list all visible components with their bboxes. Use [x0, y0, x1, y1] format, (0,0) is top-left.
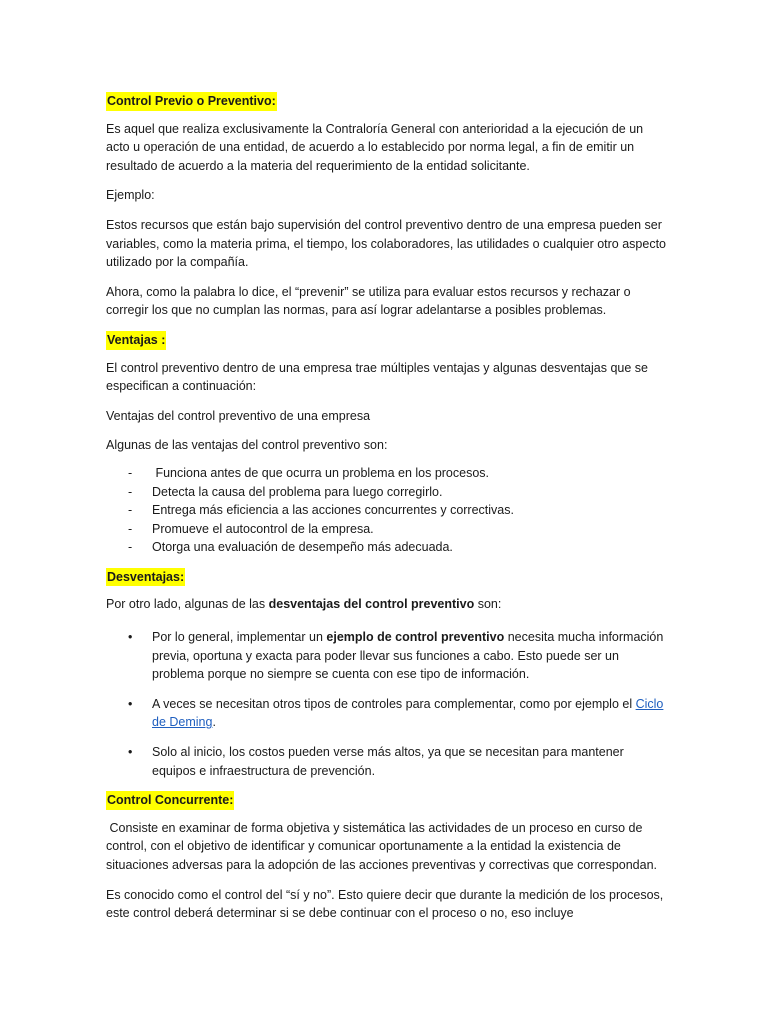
paragraph-prevenir: Ahora, como la palabra lo dice, el “prevenir” se utiliza para evaluar estos recursos y rechazar o corregir los que no cumplan las normas, para así lograr adelantarse a posibles problemas. — [106, 284, 631, 318]
list-item: - Promueve el autocontrol de la empresa. — [106, 520, 668, 539]
heading-control-previo: Control Previo o Preventivo: — [106, 92, 277, 111]
list-item: - Entrega más eficiencia a las acciones concurrentes y correctivas. — [106, 501, 668, 520]
dash-marker: - — [128, 540, 133, 555]
paragraph-recursos: Estos recursos que están bajo supervisión del control preventivo dentro de una empresa pueden ser variables, como la materia prima, el tiempo, los colaboradores, las utilidades o cualquier otro aspecto utilizado por la compañía. — [106, 217, 667, 270]
paragraph-definicion-previo: Es aquel que realiza exclusivamente la Contraloría General con anterioridad a la ejecución de un acto u operación de una entidad, de acuerdo a lo establecido por norma legal, a fin de emitir un resultado de acuerdo a la materia del requerimiento de la entidad solicitante. — [106, 121, 644, 173]
heading-ventajas: Ventajas : — [106, 331, 166, 350]
desventajas-list — [106, 628, 668, 780]
bullet-marker: • — [128, 745, 133, 760]
dash-marker: - — [128, 521, 133, 536]
list-item: - Otorga una evaluación de desempeño más adecuada. — [106, 538, 668, 557]
dash-marker: - — [128, 465, 133, 480]
list-item: • A veces se necesitan otros tipos de controles para complementar, como por ejemplo el Ciclo de Deming. — [128, 696, 664, 730]
ciclo-deming-link[interactable]: Ciclo de Deming — [152, 696, 664, 730]
heading-desventajas: Desventajas: — [106, 568, 185, 587]
dash-marker: - — [128, 484, 133, 499]
list-item: - Funciona antes de que ocurra un problema en los procesos. — [106, 464, 668, 483]
paragraph-concurrente-def: Consiste en examinar de forma objetiva y sistemática las actividades de un proceso en curso de control, con el objetivo de identificar y comunicar oportunamente a la entidad la existencia de situaciones adversas para la adopción de las acciones preventivas y correctivas que correspondan. — [106, 820, 658, 872]
list-item: • Solo al inicio, los costos pueden verse más altos, ya que se necesitan para mantener equipos e infraestructura de prevención. — [128, 745, 624, 778]
bullet-marker: • — [128, 630, 133, 645]
paragraph-desventajas-intro: Por otro lado, algunas de las desventajas del control preventivo son: — [106, 597, 502, 612]
list-item: - Detecta la causa del problema para luego corregirlo. — [106, 483, 668, 502]
paragraph-ventajas-subtitle: Ventajas del control preventivo de una empresa — [106, 408, 371, 423]
bullet-marker: • — [128, 696, 133, 711]
paragraph-ejemplo-label: Ejemplo: — [106, 188, 155, 203]
dash-marker: - — [128, 503, 133, 518]
list-item: • Por lo general, implementar un ejemplo de control preventivo necesita mucha información previa, oportuna y exacta para poder llevar sus funciones a cabo. Esto puede ser un problema porque no siempre se cuenta con ese tipo de información. — [128, 630, 664, 682]
paragraph-si-y-no: Es conocido como el control del “sí y no”. Esto quiere decir que durante la medición de los procesos, este control deberá determinar si se debe continuar con el proceso o no, eso incluye — [106, 887, 664, 921]
heading-control-concurrente: Control Concurrente: — [106, 791, 234, 810]
paragraph-ventajas-intro: El control preventivo dentro de una empresa trae múltiples ventajas y algunas desventajas que se especifican a continuación: — [106, 360, 648, 394]
ventajas-list — [106, 464, 668, 557]
paragraph-ventajas-lead: Algunas de las ventajas del control preventivo son: — [106, 438, 388, 453]
